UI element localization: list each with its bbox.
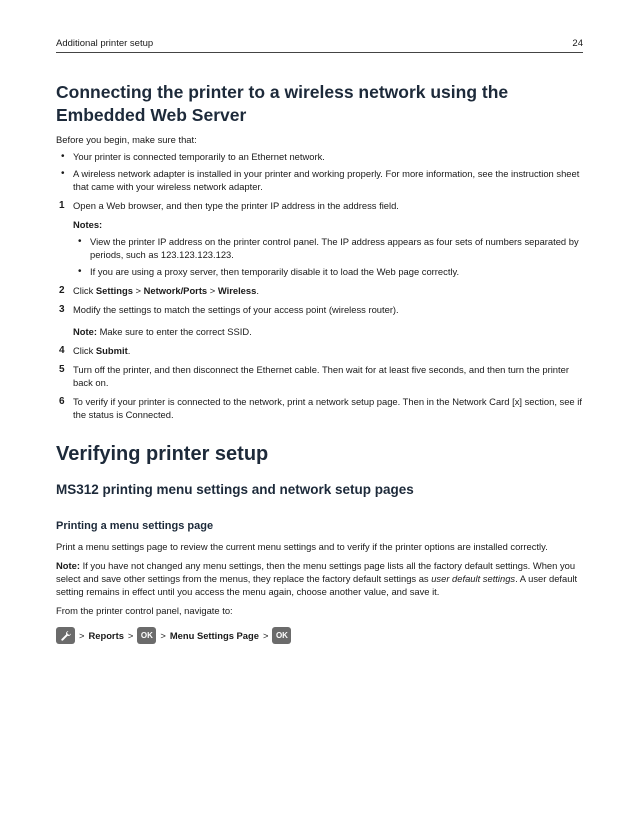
step-number: 6 xyxy=(59,396,65,407)
step-number: 1 xyxy=(59,200,65,211)
separator: > xyxy=(79,630,85,641)
section-title: Connecting the printer to a wireless network using the Embedded Web Server xyxy=(56,82,509,125)
note-text: Make sure to enter the correct SSID. xyxy=(96,326,252,337)
menu-settings: Settings xyxy=(95,285,133,296)
separator: > xyxy=(132,285,144,296)
separator: > xyxy=(207,285,218,296)
menu-settings-page: Menu Settings Page xyxy=(169,630,259,641)
section-title: Verifying printer setup xyxy=(56,443,269,465)
page-header xyxy=(56,38,583,53)
intro-text: Before you begin, make sure that: xyxy=(56,134,197,145)
step-3 xyxy=(56,303,583,316)
step-text: Open a Web browser, and then type the printer IP address in the address field. xyxy=(73,200,399,211)
nav-intro: From the printer control panel, navigate to: xyxy=(56,605,233,616)
step-5 xyxy=(56,363,583,389)
separator: > xyxy=(262,630,269,641)
wrench-icon xyxy=(56,627,75,644)
note-italic: user default settings xyxy=(431,573,516,584)
step-1-notes xyxy=(73,218,583,278)
step-number: 2 xyxy=(59,285,65,296)
step-text: To verify if your printer is connected to the network, print a network setup page. Then in the Network Card [x] section, see if the status is Connected. xyxy=(73,396,582,420)
note-label: Note: xyxy=(73,326,97,337)
step-6 xyxy=(56,395,583,421)
note-text: If you have not changed any menu settings, then the menu settings page lists all the factory default settings. When you select and save other settings from the menus, they replace the factory default settings as xyxy=(56,560,576,584)
navigation-path xyxy=(56,627,583,644)
ok-button-icon: OK xyxy=(272,627,291,644)
notes-list xyxy=(73,235,583,278)
header-title: Additional printer setup xyxy=(56,38,154,49)
step-text: Modify the settings to match the settings of your access point (wireless router). xyxy=(73,304,399,315)
step-4 xyxy=(56,344,583,357)
prereq-item: • Your printer is connected temporarily to an Ethernet network. xyxy=(56,150,583,163)
punctuation: . xyxy=(127,345,131,356)
note-paragraph xyxy=(56,559,583,598)
prereq-list xyxy=(56,150,583,193)
step-1 xyxy=(56,199,583,212)
menu-network-ports: Network/Ports xyxy=(143,285,208,296)
menu-wireless: Wireless xyxy=(217,285,257,296)
step-text: Click xyxy=(73,285,96,296)
note-text: . A user default setting remains in effect until you access the menu again, choose another value, and save it. xyxy=(56,573,578,597)
document-page xyxy=(56,38,583,644)
page-number: 24 xyxy=(572,38,583,49)
step-3-note xyxy=(73,325,583,338)
prereq-item: • A wireless network adapter is installed in your printer and working properly. For more information, see the instruction sheet that came with your wireless network adapter. xyxy=(56,167,583,193)
ok-button-icon: OK xyxy=(137,627,156,644)
note-label: Note: xyxy=(56,560,80,571)
notes-label: Notes: xyxy=(73,219,103,230)
step-number: 3 xyxy=(59,304,65,315)
punctuation: . xyxy=(256,285,259,296)
step-number: 5 xyxy=(59,364,65,375)
step-text: Turn off the printer, and then disconnect the Ethernet cable. Then wait for at least five seconds, and then turn the printer back on. xyxy=(73,364,569,388)
note-item: • If you are using a proxy server, then temporarily disable it to load the Web page correctly. xyxy=(73,265,583,278)
menu-reports: Reports xyxy=(88,630,124,641)
subsubsection-title: Printing a menu settings page xyxy=(56,520,214,532)
step-text: Click xyxy=(73,345,96,356)
submit-label: Submit xyxy=(95,345,128,356)
step-number: 4 xyxy=(59,345,65,356)
paragraph: Print a menu settings page to review the current menu settings and to verify if the printer options are installed correctly. xyxy=(56,541,548,552)
step-2 xyxy=(56,284,583,297)
separator: > xyxy=(160,630,166,641)
note-item: • View the printer IP address on the printer control panel. The IP address appears as four sets of numbers separated by periods, such as 123.123.123.123. xyxy=(73,235,583,261)
subsection-title: MS312 printing menu settings and network setup pages xyxy=(56,482,414,497)
separator: > xyxy=(127,630,134,641)
